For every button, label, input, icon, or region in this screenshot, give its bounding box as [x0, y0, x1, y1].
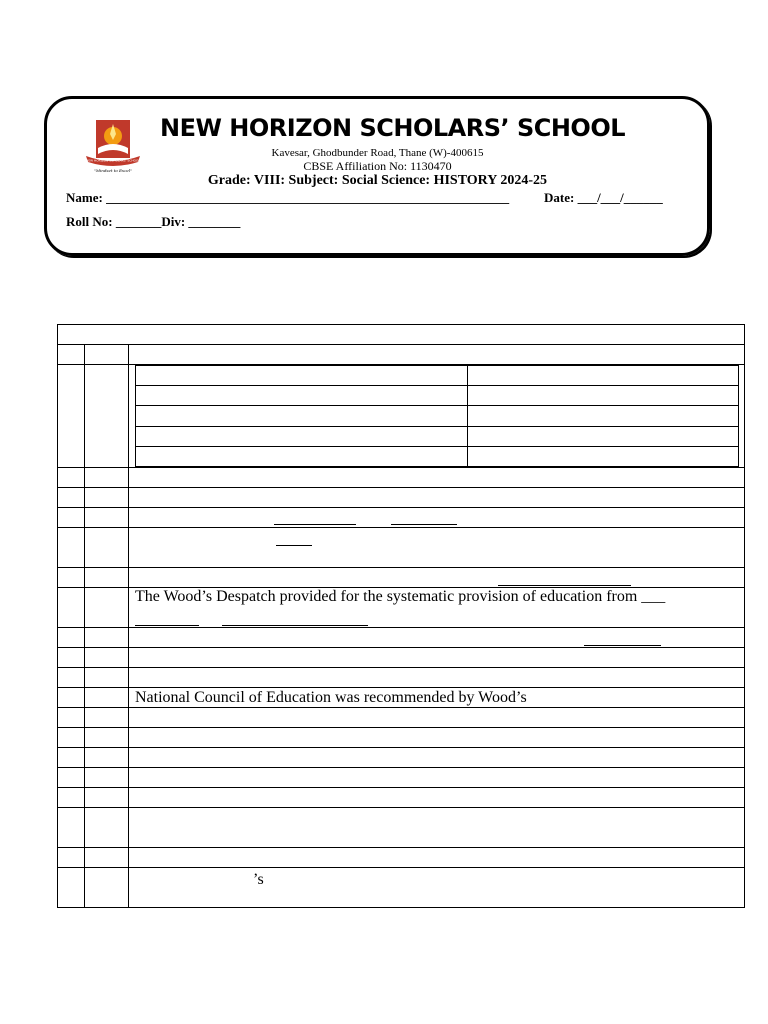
grade-subject-line: Grade: VIII: Subject: Social Science: HISTORY 2024-25 [207, 173, 548, 188]
match-row-line [136, 385, 738, 386]
row-line [58, 647, 744, 648]
answer-blank[interactable] [222, 625, 368, 626]
answer-blank[interactable] [276, 545, 312, 546]
row-line [58, 807, 744, 808]
match-col-divider [467, 366, 468, 466]
date-field[interactable]: Date: ___/___/______ [544, 190, 663, 205]
answer-blank[interactable] [584, 645, 661, 646]
row-line [58, 667, 744, 668]
cbse-affiliation: CBSE Affiliation No: 1130470 [303, 159, 452, 173]
row-line [58, 467, 744, 468]
row-line [58, 767, 744, 768]
row-line [58, 344, 744, 345]
row-line [58, 507, 744, 508]
row-line [58, 527, 744, 528]
question-apostrophe-s: ’s [253, 871, 264, 888]
answer-blank[interactable] [274, 524, 356, 525]
school-name: NEW HORIZON SCHOLARS’ SCHOOL [160, 114, 626, 142]
answer-blank[interactable] [135, 625, 199, 626]
name-field[interactable]: Name: ______________________________________________________________ [66, 190, 510, 205]
row-line [58, 727, 744, 728]
question-national-council: National Council of Education was recommended by Wood’s [135, 689, 527, 706]
match-row-line [136, 426, 738, 427]
answer-blank[interactable] [391, 524, 457, 525]
match-table [135, 365, 739, 467]
match-row-line [136, 405, 738, 406]
col-divider-2 [128, 344, 129, 907]
match-row-line [136, 446, 738, 447]
school-address: Kavesar, Ghodbunder Road, Thane (W)-400615 [271, 147, 484, 159]
roll-div-field[interactable]: Roll No: _______Div: ________ [66, 214, 241, 229]
answer-blank[interactable] [498, 585, 631, 586]
row-line [58, 567, 744, 568]
logo-ribbon-text: NEW HORIZON SCHOLARS' SCHOOL [85, 158, 141, 163]
row-line [58, 487, 744, 488]
row-line [58, 707, 744, 708]
col-divider-1 [84, 344, 85, 907]
question-woods-despatch: The Wood’s Despatch provided for the systematic provision of education from ___ [135, 588, 666, 605]
row-line [58, 687, 744, 688]
row-line [58, 787, 744, 788]
worksheet-table [57, 324, 745, 908]
row-line [58, 747, 744, 748]
row-line [58, 847, 744, 848]
logo-motto: "Mindset to Excel" [94, 168, 132, 173]
row-line [58, 867, 744, 868]
row-line [58, 627, 744, 628]
